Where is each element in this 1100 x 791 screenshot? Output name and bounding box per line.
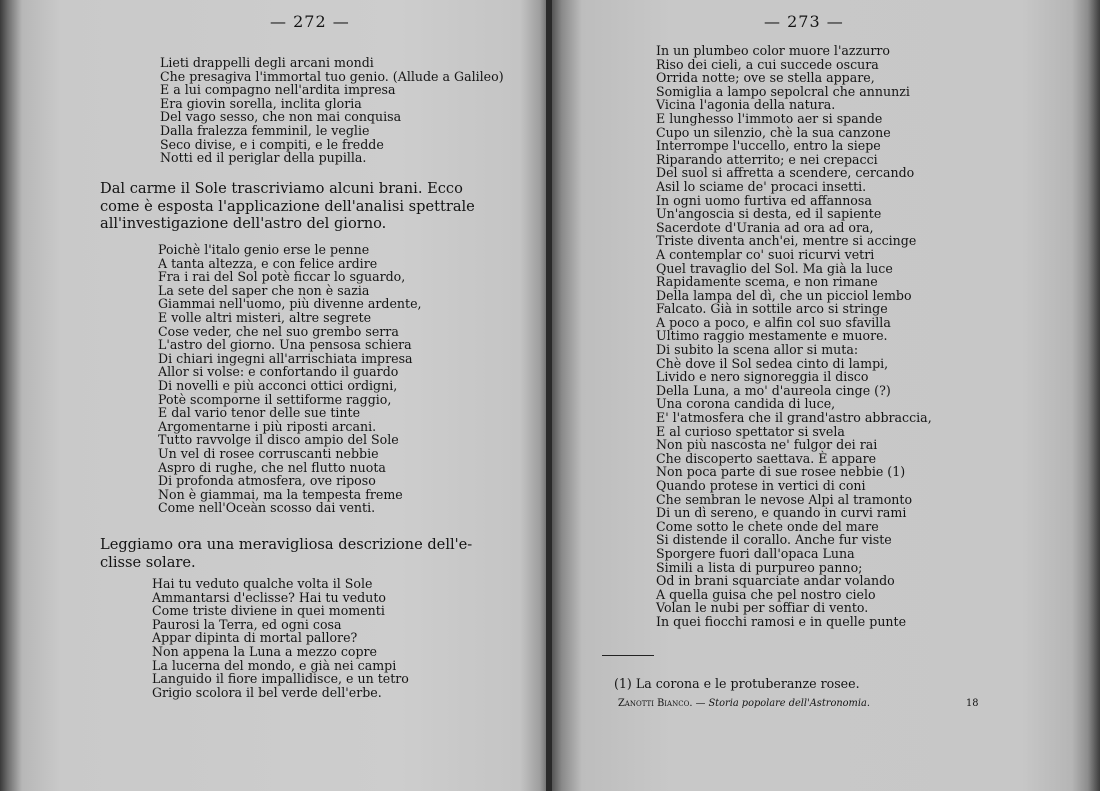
- verse-line: Non più nascosta ne' fulgor dei rai: [656, 437, 878, 453]
- verse-line: Fra i rai del Sol potè ficcar lo sguardo,: [158, 269, 406, 285]
- footer-signature-line: [618, 698, 870, 709]
- prose-line: Dal carme il Sole trascriviamo alcuni brani. Ecco: [100, 180, 463, 197]
- verse-line: A tanta altezza, e con felice ardire: [158, 255, 378, 271]
- prose-paragraph-2: [100, 536, 500, 571]
- prose-line: all'investigazione dell'astro del giorno.: [100, 215, 387, 232]
- prose-line: come è esposta l'applicazione dell'analisi spettrale: [100, 197, 475, 215]
- verse-line: Orrida notte; ove se stella appare,: [656, 70, 875, 86]
- verse-line: Sacerdote d'Urania ad ora ad ora,: [656, 219, 874, 235]
- verse-line: Che discoperto saettava. È appare: [656, 450, 877, 466]
- verse-line: Ammantarsi d'eclisse? Hai tu veduto: [152, 589, 386, 605]
- verse-line: L'astro del giorno. Una pensosa schiera: [158, 337, 412, 353]
- verse-line: Riso dei cieli, a cui succede oscura: [656, 56, 879, 72]
- verse-line: Simili a lista di purpureo panno;: [656, 559, 863, 575]
- verse-line: Un'angoscia si desta, ed il sapiente: [656, 206, 882, 222]
- verse-line: E' l'atmosfera che il grand'astro abbraccia,: [656, 410, 932, 426]
- verse-line: Aspro di rughe, che nel flutto nuota: [158, 459, 386, 475]
- verse-line: Non poca parte di sue rosee nebbie (1): [656, 464, 906, 480]
- verse-line: Di chiari ingegni all'arrischiata impresa: [158, 350, 413, 366]
- footer-author: Zanotti Bianco.: [618, 698, 693, 709]
- verse-line: Vicina l'agonia della natura.: [656, 97, 836, 113]
- verse-line: Quando protese in vertici di coni: [656, 478, 866, 493]
- verse-line: Che presagiva l'immortal tuo genio. (Allude a Galileo): [160, 68, 504, 84]
- verse-line: Grigio scolora il bel verde dell'erbe.: [152, 684, 382, 700]
- verse-line: Falcato. Già in sottile arco si stringe: [656, 301, 888, 317]
- verse-line: Tutto ravvolge il disco ampio del Sole: [158, 432, 399, 448]
- verse-line: Del vago sesso, che non mai conquisa: [160, 109, 402, 125]
- verse-line: Asil lo sciame de' procaci insetti.: [656, 178, 867, 194]
- verse-line: Una corona candida di luce,: [656, 396, 836, 412]
- verse-line: Appar dipinta di mortal pallore?: [152, 630, 358, 646]
- verse-line: Triste diventa anch'ei, mentre si accinge: [656, 233, 917, 249]
- verse-line: Ultimo raggio mestamente e muore.: [656, 328, 888, 344]
- verse-line: E lunghesso l'immoto aer si spande: [656, 110, 883, 126]
- verse-line: Di subito la scena allor si muta:: [656, 342, 859, 358]
- verse-line: E dal vario tenor delle sue tinte: [158, 405, 361, 421]
- verse-line: Era giovin sorella, inclita gloria: [160, 95, 362, 111]
- verse-line: Dalla fralezza femminil, le veglie: [160, 122, 370, 138]
- verse-line: Seco divise, e i compiti, e le fredde: [160, 136, 384, 152]
- verse-line: Argomentarne i più riposti arcani.: [158, 418, 377, 434]
- verse-block-1: [160, 56, 504, 165]
- verse-line: Come triste diviene in quei momenti: [152, 603, 385, 619]
- verse-line: Di un dì sereno, e quando in curvi rami: [656, 505, 907, 521]
- verse-line: Riparando atterrito; e nei crepacci: [656, 151, 878, 167]
- verse-line: Non appena la Luna a mezzo copre: [152, 643, 377, 659]
- verse-line: Un vel di rosee corruscanti nebbie: [158, 445, 379, 461]
- right-page: [552, 0, 1100, 791]
- verse-line: Cupo un silenzio, chè la sua canzone: [656, 124, 891, 140]
- verse-line: E a lui compagno nell'ardita impresa: [160, 82, 396, 98]
- verse-line: Si distende il corallo. Anche fur viste: [656, 532, 892, 548]
- verse-line: Che sembran le nevose Alpi al tramonto: [656, 491, 913, 507]
- verse-line: Languido il fiore impallidisce, e un tetro: [152, 671, 409, 687]
- verse-line: Poichè l'italo genio erse le penne: [158, 242, 370, 257]
- footer-title: — Storia popolare dell'Astronomia.: [695, 698, 870, 709]
- prose-line: clisse solare.: [100, 553, 196, 571]
- footnote-rule: [602, 655, 654, 656]
- verse-line: Chè dove il Sol sedea cinto di lampi,: [656, 355, 889, 371]
- verse-line: In un plumbeo color muore l'azzurro: [656, 43, 890, 58]
- verse-line: Od in brani squarciate andar volando: [656, 573, 895, 589]
- verse-line: La sete del saper che non è sazia: [158, 282, 370, 298]
- verse-line: Della lampa del dì, che un picciol lembo: [656, 287, 912, 303]
- verse-line: Della Luna, a mo' d'aureola cinge (?): [656, 382, 891, 398]
- verse-line: A quella guisa che pel nostro cielo: [656, 586, 876, 602]
- page-number-right: — 273 —: [764, 12, 844, 31]
- verse-line: Di profonda atmosfera, ove riposo: [158, 473, 376, 489]
- verse-line: Livido e nero signoreggia il disco: [656, 369, 869, 385]
- verse-line: E al curioso spettator si svela: [656, 423, 845, 439]
- verse-line: Come sotto le chete onde del mare: [656, 518, 879, 534]
- footnote: (1) La corona e le protuberanze rosee.: [614, 676, 860, 691]
- bleed-through-shadow: [450, 220, 454, 234]
- verse-line: Lieti drappelli degli arcani mondi: [160, 55, 374, 70]
- verse-line: E volle altri misteri, altre segrete: [158, 309, 372, 325]
- verse-line: Non è giammai, ma la tempesta freme: [158, 486, 403, 502]
- verse-line: Rapidamente scema, e non rimane: [656, 274, 878, 290]
- verse-line: Sporgere fuori dall'opaca Luna: [656, 545, 855, 561]
- verse-line: La lucerna del mondo, e già nei campi: [152, 657, 397, 673]
- verse-line: Volan le nubi per soffiar di vento.: [656, 600, 869, 616]
- footer-signature-number: 18: [966, 698, 979, 709]
- verse-line: Come nell'Oceàn scosso dai venti.: [158, 500, 376, 516]
- verse-line: In ogni uomo furtiva ed affannosa: [656, 192, 872, 208]
- verse-block-2: [158, 243, 422, 515]
- verse-line: Di novelli e più acconci ottici ordigni,: [158, 377, 398, 393]
- verse-line: Cose veder, che nel suo grembo serra: [158, 323, 399, 339]
- verse-line: Potè scomporne il settiforme raggio,: [158, 391, 392, 407]
- page-number-left: — 272 —: [270, 12, 350, 31]
- prose-line: Leggiamo ora una meravigliosa descrizione dell'e-: [100, 536, 473, 553]
- verse-line: Allor si volse: e confortando il guardo: [158, 364, 399, 380]
- verse-line: Somiglia a lampo sepolcral che annunzi: [656, 83, 910, 99]
- verse-line: Paurosi la Terra, ed ogni cosa: [152, 616, 342, 632]
- verse-line: A contemplar co' suoi ricurvi vetri: [656, 246, 875, 262]
- verse-line: Interrompe l'uccello, entro la siepe: [656, 138, 881, 154]
- verse-block-right: [656, 44, 932, 629]
- prose-paragraph-1: [100, 180, 500, 233]
- verse-line: A poco a poco, e alfin col suo sfavilla: [656, 314, 891, 330]
- verse-line: Del suol si affretta a scendere, cercando: [656, 165, 915, 181]
- verse-line: Hai tu veduto qualche volta il Sole: [152, 576, 373, 591]
- verse-line: Giammai nell'uomo, più divenne ardente,: [158, 296, 422, 312]
- verse-line: In quei fiocchi ramosi e in quelle punte: [656, 613, 907, 629]
- verse-line: Notti ed il periglar della pupilla.: [160, 150, 367, 166]
- left-page: [0, 0, 548, 791]
- verse-block-3: [152, 577, 409, 699]
- verse-line: Quel travaglio del Sol. Ma già la luce: [656, 260, 893, 276]
